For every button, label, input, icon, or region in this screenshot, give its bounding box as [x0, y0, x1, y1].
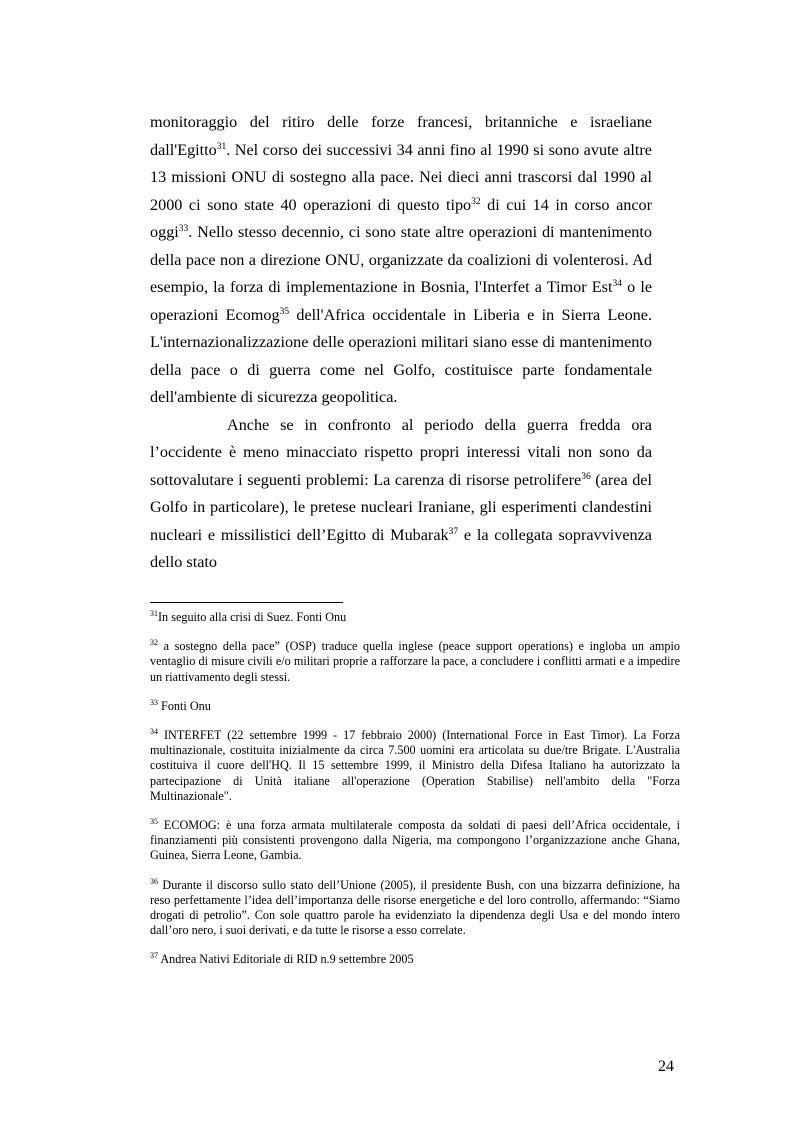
footnote-ref-36: 36: [581, 471, 591, 482]
footnote-ref-31: 31: [216, 141, 227, 152]
footnote-text: Andrea Nativi Editoriale di RID n.9 settembre 2005: [158, 952, 414, 967]
footnote-ref-33: 33: [178, 224, 189, 234]
footnote-number: 36: [150, 876, 158, 886]
footnote-ref-35: 35: [279, 306, 290, 317]
paragraph-1-text: o le operazioni Ecomog: [150, 278, 652, 324]
footnote-32: [150, 639, 680, 685]
footnote-35: [150, 818, 680, 864]
paragraph-1-text: . Nello stesso decennio, ci sono state altre operazioni di mantenimento della pace non a direzione ONU, organizzate da coalizioni di volenterosi. Ad esempio, la forza di implementazione in Bosnia, l'Interfet a Timor Est: [150, 223, 652, 296]
footnote-number: 31: [150, 609, 158, 618]
footnote-ref-37: 37: [448, 526, 459, 537]
footnote-separator: [150, 602, 343, 603]
footnote-number: 35: [150, 817, 158, 827]
paragraph-1-text: di cui 14 in corso ancor oggi: [150, 195, 653, 241]
paragraph-1: [150, 109, 652, 412]
paragraph-2: [150, 412, 652, 577]
footnote-34: [150, 728, 680, 804]
footnote-text: ECOMOG: è una forza armata multilaterale composta da soldati di paesi dell’Africa occidentale, i finanziamenti più consistenti provengono dalla Nigeria, ma compongono l’organizzazione anche Ghana, Guinea, Sierra Leone, Gambia.: [150, 818, 680, 863]
footnote-text: Fonti Onu: [158, 698, 211, 713]
footnotes: [150, 610, 680, 982]
footnote-number: 33: [150, 697, 158, 707]
footnote-text: INTERFET (22 settembre 1999 - 17 febbraio 2000) (International Force in East Timor). La Forza multinazionale, costituita inizialmente da circa 7.500 uomini era articolata su due/tre Brigate. L'Australia costituiva il cuore dell'HQ. Il 15 settembre 1999, il Ministro della Difesa Italiano ha autorizzato la partecipazione di Unità italiane all'operazione (Operation Stabilise) nell'ambito della "Forza Multinazionale".: [150, 728, 680, 803]
footnote-37: [150, 952, 680, 967]
footnote-ref-34: 34: [612, 279, 622, 289]
footnote-text: a sostegno della pace” (OSP) traduce quella inglese (peace support operations) e ingloba un ampio ventaglio di misure civili e/o militari proprie a rafforzare la pace, a concludere i conflitti armati e a impedire un riattivamento degli stessi.: [150, 639, 680, 684]
footnote-number: 32: [150, 638, 158, 648]
paragraph-1-text: monitoraggio del ritiro delle forze francesi, britanniche e israeliane dall'Egitto: [150, 113, 652, 159]
paragraph-2-text: e la collegata sopravvivenza dello stato: [150, 525, 652, 571]
body-text: [150, 109, 652, 577]
footnote-ref-32: 32: [471, 196, 481, 207]
page-number: 24: [658, 1058, 674, 1075]
paragraph-1-text: . Nel corso dei successivi 34 anni fino al 1990 si sono avute altre 13 missioni ONU di sostegno alla pace. Nei dieci anni trascorsi dal 1990 al 2000 ci sono state 40 operazioni di questo tipo: [150, 140, 652, 214]
paragraph-1-text: dell'Africa occidentale in Liberia e in Sierra Leone. L'internazionalizzazione delle operazioni militari siano esse di mantenimento della pace o di guerra come nel Golfo, costituisce parte fondamentale dell'ambiente di sicurezza geopolitica.: [150, 305, 652, 406]
footnote-31: [150, 610, 680, 625]
footnote-text: In seguito alla crisi di Suez. Fonti Onu: [158, 610, 347, 624]
paragraph-2-text: Anche se in confronto al periodo della guerra fredda ora l’occidente è meno minacciato rispetto propri interessi vitali non sono da sottovalutare i seguenti problemi: La carenza di risorse petrolifere: [150, 415, 652, 489]
footnote-number: 34: [150, 727, 158, 737]
paragraph-2-text: (area del Golfo in particolare), le pretese nucleari Iraniane, gli esperimenti clandestini nucleari e missilistici dell’Egitto di Mubarak: [150, 470, 652, 544]
footnote-number: 37: [150, 951, 158, 961]
footnote-text: Durante il discorso sullo stato dell’Unione (2005), il presidente Bush, con una bizzarra definizione, ha reso perfettamente l’idea dell’importanza delle risorse energetiche e del loro controllo, affermando: “Siamo drogati di petrolio”. Con sole quattro parole ha evidenziato la dipendenza degli Usa e del mondo intero dall’oro nero, i suoi derivati, e da tutte le risorse a esso correlate.: [150, 877, 680, 938]
footnote-36: [150, 878, 680, 939]
footnote-33: [150, 699, 680, 714]
